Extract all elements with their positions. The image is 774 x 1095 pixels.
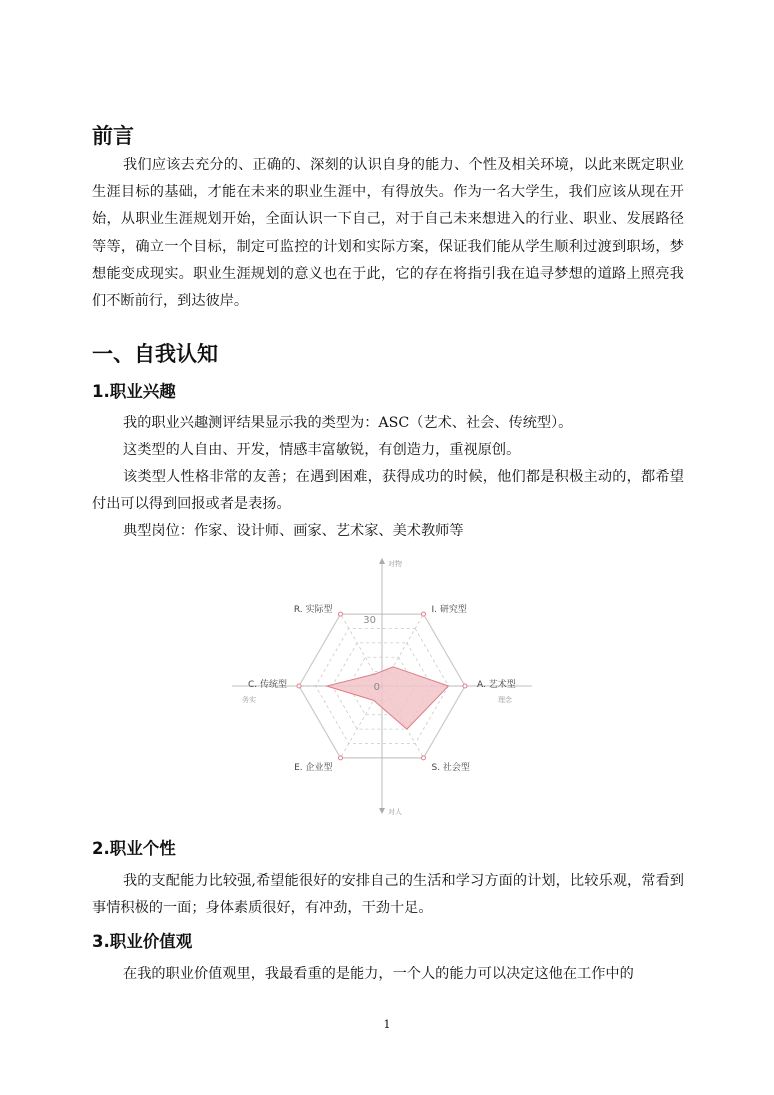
radar-category-label: C. 传统型 [247,680,287,690]
axis-label-right: 理念 [498,696,512,704]
interest-paragraph-1: 我的职业兴趣测评结果显示我的类型为：ASC（艺术、社会、传统型）。 [123,415,573,431]
radar-vertex-dot [463,684,467,688]
radar-vertex-dot [422,756,426,760]
interest-paragraph-4: 典型岗位：作家、设计师、画家、艺术家、美术教师等 [123,523,464,539]
radar-category-label: A. 艺术型 [477,680,516,690]
radar-category-label: R. 实际型 [293,605,333,616]
radar-vertex-dot [339,756,343,760]
personality-paragraph: 我的支配能力比较强,希望能很好的安排自己的生活和学习方面的计划，比较乐观，常看到事情积极的一面；身体素质很好，有冲劲，干劲十足。 [92,873,684,917]
axis-label-top: 对物 [388,560,402,568]
preface-heading: 前言 [92,124,134,148]
radar-series-area [327,667,449,729]
personality-heading: 2.职业个性 [92,839,176,858]
axis-arrow-up [379,558,385,564]
radar-scale-max-label: 30 [363,615,376,626]
self-cognition-heading: 一、自我认知 [92,342,218,366]
interest-paragraph-3: 该类型人性格非常的友善；在遇到困难，获得成功的时候，他们都是积极主动的，都希望付出可以得到回报或者是表扬。 [92,469,684,513]
interest-paragraph-2: 这类型的人自由、开发，情感丰富敏锐，有创造力，重视原创。 [123,442,521,458]
preface-paragraph: 我们应该去充分的、正确的、深刻的认识自身的能力、个性及相关环境，以此来既定职业生涯目标的基础，才能在未来的职业生涯中，有得放失。作为一名大学生，我们应该从现在开始，从职业生涯规划开始，全面认识一下自己，对于自己未来想进入的行业、职业、发展路径等等，确立一个目标，制定可监控的计划和实际方案，保证我们能从学生顺利过渡到职场，梦想能变成现实。职业生涯规划的意义也在于此，它的存在将指引我在追寻梦想的道路上照亮我们不断前行，到达彼岸。 [92,157,684,310]
radar-labels [242,559,516,816]
radar-category-label: I. 研究型 [431,605,467,616]
axis-label-bottom: 对人 [388,808,402,816]
radar-scale-zero-label: 0 [373,682,380,693]
interest-radar-chart [212,552,552,824]
radar-category-label: E. 企业型 [294,762,333,773]
radar-vertex-dot [339,612,343,616]
interest-heading: 1.职业兴趣 [92,382,176,401]
page-number: 1 [383,1018,391,1031]
axis-label-left: 务实 [242,696,256,704]
values-paragraph: 在我的职业价值观里，我最看重的是能力，一个人的能力可以决定这他在工作中的 [123,966,634,982]
radar-vertex-dot [422,612,426,616]
values-heading: 3.职业价值观 [92,932,193,951]
radar-category-label: S. 社会型 [431,762,470,773]
axis-arrow-down [379,808,385,814]
radar-vertex-dot [297,684,301,688]
